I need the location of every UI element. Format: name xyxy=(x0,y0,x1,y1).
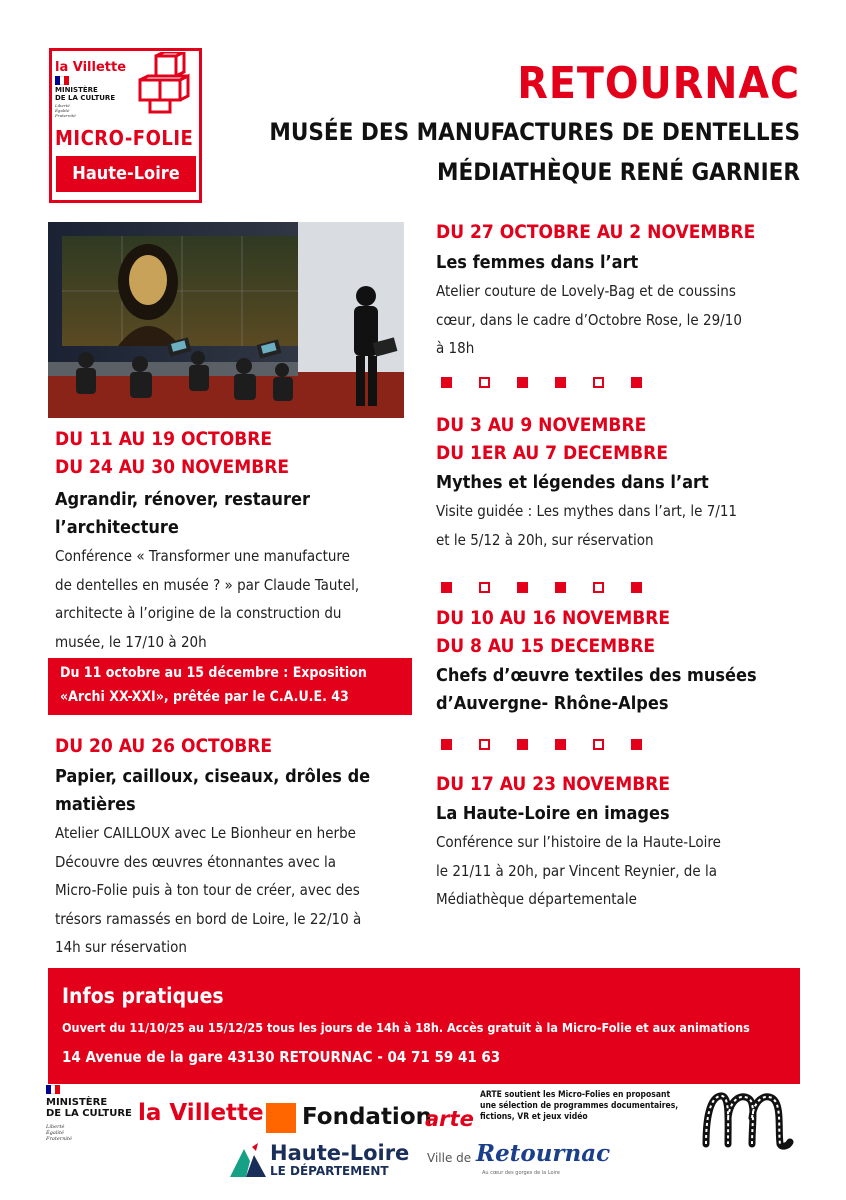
event-description: Visite guidée : Les mythes dans l’art, le 7/11 xyxy=(436,502,738,520)
exhibition-banner: Du 11 octobre au 15 décembre : Exposition «Archi XX-XXI», prêtée par le C.A.U.E. 43 xyxy=(48,658,412,715)
event-description: Conférence sur l’histoire de la Haute-Loire xyxy=(436,833,721,851)
event-description: Conférence « Transformer une manufacture xyxy=(55,547,350,565)
microfolie-title: MICRO-FOLIE xyxy=(55,126,194,150)
event-title: La Haute-Loire en images xyxy=(436,803,670,824)
event-date: DU 10 AU 16 NOVEMBRE xyxy=(436,607,671,629)
event-description: Atelier CAILLOUX avec Le Bionheur en herbe xyxy=(55,824,356,842)
event-architecture xyxy=(55,425,359,656)
event-description: musée, le 17/10 à 20h xyxy=(55,632,207,651)
event-title: d’Auvergne- Rhône-Alpes xyxy=(436,693,669,714)
event-date: DU 24 AU 30 NOVEMBRE xyxy=(55,456,290,478)
practical-info-title: Infos pratiques xyxy=(62,984,224,1008)
venue-line-2: MÉDIATHÈQUE RENÉ GARNIER xyxy=(436,158,800,186)
separator-dots xyxy=(441,739,642,750)
square-icon xyxy=(517,739,528,750)
event-title: Les femmes dans l’art xyxy=(436,252,639,273)
cubes-icon xyxy=(136,52,200,114)
fondation-square-icon xyxy=(266,1103,296,1133)
event-date: DU 11 AU 19 OCTOBRE xyxy=(55,428,273,450)
event-description: Médiathèque départementale xyxy=(436,890,637,908)
separator-dots xyxy=(441,377,642,388)
event-description: à 18h xyxy=(436,339,475,357)
event-description: et le 5/12 à 20h, sur réservation xyxy=(436,530,654,549)
retournac-tagline: Au cœur des gorges de la Loire xyxy=(482,1170,560,1176)
hauteloire-label: Haute-Loire xyxy=(56,156,196,192)
event-date: DU 3 AU 9 NOVEMBRE xyxy=(436,414,647,436)
museum-screen-photo xyxy=(48,222,404,418)
ministere-logo-text: MINISTÈRE DE LA CULTURE xyxy=(55,86,116,102)
event-title: matières xyxy=(55,794,136,815)
square-icon xyxy=(555,377,566,388)
opening-hours: Ouvert du 11/10/25 au 15/12/25 tous les jours de 14h à 18h. Accès gratuit à la Micro-Folie et aux animations xyxy=(62,1020,750,1035)
marianne-flag-icon xyxy=(55,76,69,85)
lavillette-logo-text: la Villette xyxy=(55,60,127,75)
event-femmes-art xyxy=(436,218,755,363)
square-outline-icon xyxy=(593,739,604,750)
square-outline-icon xyxy=(479,582,490,593)
event-description: architecte à l’origine de la construction du xyxy=(55,604,342,622)
event-title: Chefs d’œuvre textiles des musées xyxy=(436,665,757,686)
square-icon xyxy=(631,582,642,593)
republic-motto: Liberté Égalité Fraternité xyxy=(55,103,76,118)
ville-de-label: Ville de xyxy=(427,1151,472,1165)
event-date: DU 17 AU 23 NOVEMBRE xyxy=(436,773,671,795)
hauteloire-mountain-icon xyxy=(228,1143,268,1179)
square-icon xyxy=(631,739,642,750)
retournac-logo: Retournac xyxy=(476,1140,611,1167)
address-phone: 14 Avenue de la gare 43130 RETOURNAC - 04 71 59 41 63 xyxy=(62,1048,501,1066)
arte-logo: arte xyxy=(425,1107,474,1131)
square-icon xyxy=(517,582,528,593)
event-description: de dentelles en musée ? » par Claude Tautel, xyxy=(55,575,360,594)
event-date: DU 20 AU 26 OCTOBRE xyxy=(55,735,273,757)
hauteloire-logo: Haute-Loire xyxy=(270,1141,410,1165)
separator-dots xyxy=(441,582,642,593)
event-title: Papier, cailloux, ciseaux, drôles de xyxy=(55,766,371,787)
microfolie-m-icon xyxy=(700,1088,796,1150)
square-icon xyxy=(441,582,452,593)
event-chefs-oeuvre xyxy=(436,604,757,718)
event-date: DU 1ER AU 7 DECEMBRE xyxy=(436,442,668,464)
square-outline-icon xyxy=(479,377,490,388)
republic-motto: Liberté Égalité Fraternité xyxy=(46,1124,72,1142)
event-papier-cailloux xyxy=(55,732,370,962)
square-icon xyxy=(555,582,566,593)
event-hauteloire-images xyxy=(436,770,721,914)
practical-info-box xyxy=(48,968,800,1084)
event-title: Agrandir, rénover, restaurer xyxy=(55,489,310,510)
page-title: RETOURNAC xyxy=(517,58,800,109)
event-description: cœur, dans le cadre d’Octobre Rose, le 29/10 xyxy=(436,310,742,329)
event-mythes-legendes xyxy=(436,411,737,554)
square-icon xyxy=(441,377,452,388)
venue-line-1: MUSÉE DES MANUFACTURES DE DENTELLES xyxy=(269,118,800,146)
square-outline-icon xyxy=(593,377,604,388)
square-outline-icon xyxy=(593,582,604,593)
marianne-flag-icon xyxy=(46,1085,60,1094)
square-icon xyxy=(555,739,566,750)
event-description: 14h sur réservation xyxy=(55,938,187,956)
square-outline-icon xyxy=(479,739,490,750)
square-icon xyxy=(517,377,528,388)
event-title: Mythes et légendes dans l’art xyxy=(436,472,709,493)
ministere-logo: MINISTÈRE DE LA CULTURE xyxy=(46,1097,132,1119)
arte-support-text: ARTE soutient les Micro-Folies en proposant une sélection de programmes documentaires, fictions, VR et jeux vidéo xyxy=(480,1090,679,1122)
event-description: Découvre des œuvres étonnantes avec la xyxy=(55,852,337,871)
lavillette-logo: la Villette xyxy=(138,1100,264,1126)
fondation-logo: Fondation xyxy=(302,1104,432,1130)
event-date: DU 8 AU 15 DECEMBRE xyxy=(436,635,656,657)
event-description: Micro-Folie puis à ton tour de créer, avec des xyxy=(55,881,360,899)
event-description: Atelier couture de Lovely-Bag et de coussins xyxy=(436,282,736,300)
square-icon xyxy=(631,377,642,388)
departement-label: LE DÉPARTEMENT xyxy=(270,1164,389,1178)
event-description: le 21/11 à 20h, par Vincent Reynier, de la xyxy=(436,861,717,880)
square-icon xyxy=(441,739,452,750)
event-date: DU 27 OCTOBRE AU 2 NOVEMBRE xyxy=(436,221,756,243)
event-title: l’architecture xyxy=(55,517,179,538)
event-description: trésors ramassés en bord de Loire, le 22/10 à xyxy=(55,909,362,928)
